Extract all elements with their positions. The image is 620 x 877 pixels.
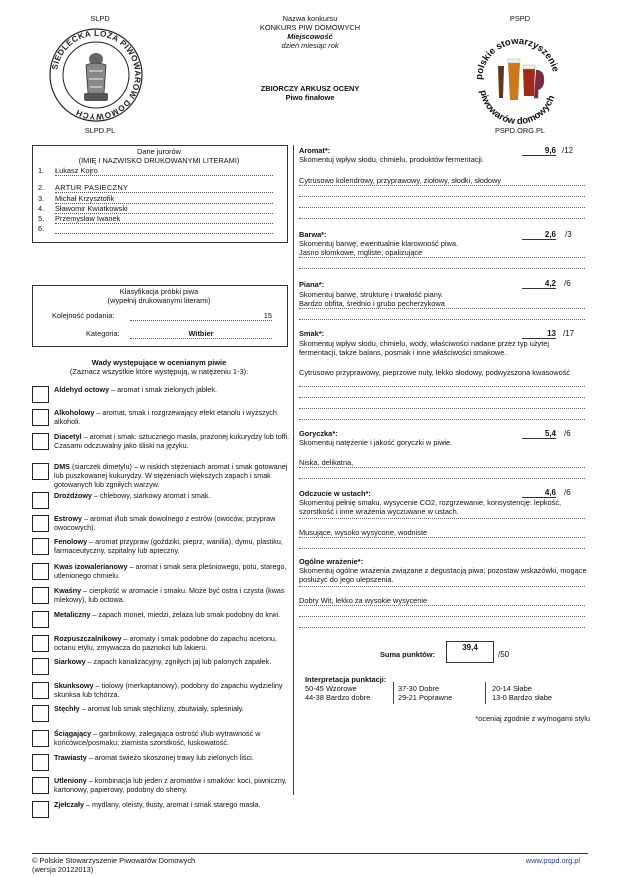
defect-name: Zjełczały (54, 800, 84, 809)
judge-num: 5. (38, 214, 45, 223)
color-line (299, 257, 585, 258)
defect-desc: – aromat i smak: sztucznego masła, prażonej kukurydzy lub toffi. Czasami odczuwalny jako śliski na języku. (54, 432, 290, 450)
overall-title: Ogólne wrażenie*: (299, 557, 364, 566)
defect-checkbox[interactable] (32, 563, 49, 580)
defect-desc: – aromat i smak sera pleśniowego, potu, starego, utlenionego chmielu. (54, 562, 287, 580)
defect-name: Drożdżowy (54, 491, 92, 500)
bitterness-max: /6 (564, 429, 571, 438)
footer-copyright: © Polskie Stowarzyszenie Piwowarów Domowych (32, 856, 196, 865)
foam-comment[interactable]: Bardzo obfita, średnio i grubo pęcherzykowa (299, 299, 445, 308)
defect-desc: – aromat przypraw (goździki, pieprz, wanilia), dymu, plastiku, farmaceutyczny, szpitalny lub apteczny. (54, 537, 283, 555)
classification-subtitle: (wypełnij drukowanymi literami) (107, 296, 211, 305)
foam-title: Piana*: (299, 280, 325, 289)
right-org: PSPD (509, 14, 531, 23)
defect-checkbox[interactable] (32, 658, 49, 675)
judge-name-field[interactable]: Łukasz Kojro (55, 166, 273, 176)
defect-checkbox[interactable] (32, 587, 49, 604)
overall-line (299, 605, 585, 606)
defect-item (54, 634, 294, 652)
defect-desc: – tiolowy (merkaptanowy), podobny do zapachu wydzieliny skunksa lub tchórza. (54, 681, 283, 699)
category-label: Kategoria: (86, 329, 120, 338)
defect-desc: – kombinacja lub jeden z aromatów i smaków: koci, piwniczny, kartonowy, papierowy, podobny do sherry. (54, 776, 287, 794)
color-score[interactable]: 2,6 (522, 230, 556, 240)
defect-name: Rozpuszczalnikowy (54, 634, 122, 643)
bitterness-line (299, 478, 585, 479)
mouthfeel-max: /6 (564, 488, 571, 497)
defect-checkbox[interactable] (32, 801, 49, 818)
defect-desc: (siarczek dimetylu) – w niskich stężeniach aromat i smak gotowanej lub puszkowanej kukurydzy. W stężeniach większych zapach i smak gotowanych lub zgniłych warzyw. (54, 462, 288, 489)
defect-checkbox[interactable] (32, 463, 49, 480)
defect-name: Trawiasty (54, 753, 87, 762)
slpd-logo (48, 27, 144, 123)
defect-name: Metaliczny (54, 610, 91, 619)
aroma-desc: Skomentuj wpływ słodu, chmielu, produktów fermentacji. (299, 155, 484, 164)
classification-title: Klasyfikacja próbki piwa (119, 287, 199, 296)
defect-name: Ściągający (54, 729, 92, 738)
order-field[interactable]: 15 (130, 311, 272, 321)
defect-item (54, 657, 294, 666)
defect-name: Stęchły (54, 704, 80, 713)
defect-item (54, 753, 294, 762)
defect-name: DMS (54, 462, 70, 471)
defect-name: Kwaśny (54, 586, 82, 595)
order-label: Kolejność podania: (52, 311, 115, 320)
defect-checkbox[interactable] (32, 492, 49, 509)
competition-name: KONKURS PIW DOMOWYCH (259, 23, 361, 32)
aroma-line (299, 218, 585, 219)
defect-name: Skunksowy (54, 681, 94, 690)
judge-name-field[interactable]: Przemysław Iwanek (55, 214, 273, 224)
category-field[interactable]: Witbier (130, 329, 272, 339)
defect-checkbox[interactable] (32, 538, 49, 555)
mouthfeel-line (299, 548, 585, 549)
defect-name: Estrowy (54, 514, 82, 523)
interpretation-title: Interpretacja punktacji: (305, 675, 387, 684)
taste-score[interactable]: 13 (522, 329, 556, 339)
mouthfeel-title: Odczucie w ustach*: (299, 489, 371, 498)
defect-checkbox[interactable] (32, 433, 49, 450)
defects-title: Wady występujące w ocenianym piwie (91, 358, 227, 367)
defect-desc: – garbnikowy, zalegająca ostrość i/lub wytrawność w końcówce/posmaku; ziarnista szorstkość, łuskowatość. (54, 729, 261, 747)
defect-desc: – aromat świeżo skoszonej trawy lub zielonych liści. (86, 753, 254, 762)
left-url: SLPD.PL (84, 126, 116, 135)
footer-link[interactable]: www.pspd.org.pl (525, 856, 580, 865)
aroma-line (299, 207, 585, 208)
column-divider (293, 145, 294, 795)
defect-checkbox[interactable] (32, 611, 49, 628)
interp-row: 13-0 Bardzo słabe (492, 693, 552, 702)
bitterness-line (299, 467, 585, 468)
defect-item (54, 537, 294, 555)
place: Miejscowość (287, 32, 333, 41)
sheet-subtitle: Piwo finałowe (285, 93, 335, 102)
mouthfeel-score[interactable]: 4,6 (522, 488, 556, 498)
defect-item (54, 408, 294, 426)
defect-item (54, 776, 294, 794)
total-value[interactable]: 39,4 (446, 641, 494, 663)
judge-num: 6. (38, 224, 45, 233)
left-org: SLPD (90, 14, 110, 23)
defect-name: Siarkowy (54, 657, 86, 666)
defect-item (54, 514, 294, 532)
judge-name-field[interactable]: Michał Krzysztofik (55, 194, 273, 204)
defect-desc: – mydlany, oleisty, tłusty, aromat i smak starego masła. (83, 800, 261, 809)
taste-desc: Skomentuj wpływ słodu, chmielu, wody, właściwości nadane przez typ użytej fermentacji, także balans, posmak i inne właściwości smakowe. (299, 339, 550, 357)
defect-name: Fenolowy (54, 537, 88, 546)
judge-name-field[interactable]: Sławomir Kwiatkowski (55, 204, 273, 214)
mouthfeel-desc: Skomentuj pełnię smaku, wysycenie CO2, rozgrzewanie, konsystencję: lepkość, szorstkość i inne wrażenia wyczuwane w ustach. (299, 498, 562, 516)
aroma-title: Aromat*: (299, 146, 331, 155)
defect-desc: – zapach kanalizacyjny, zgniłych jaj lub palonych zapałek. (85, 657, 272, 666)
taste-line (299, 397, 585, 398)
defect-name: Utleniony (54, 776, 87, 785)
foam-line (299, 308, 585, 309)
aroma-line (299, 196, 585, 197)
judges-title: Dane jurorów (137, 147, 181, 156)
right-url: PSPD.ORG.PL (494, 126, 546, 135)
taste-line (299, 408, 585, 409)
defect-checkbox[interactable] (32, 386, 49, 403)
defect-item (54, 385, 294, 394)
bitterness-title: Goryczka*: (299, 429, 338, 438)
foam-desc: Skomentuj barwę, strukturę i trwałość piany. (299, 290, 444, 299)
interp-row: 37-30 Dobre (398, 684, 440, 693)
defect-item (54, 681, 294, 699)
defect-desc: – cierpkość w aromacie i smaku. Może być ostra i czysta (kwas mlekowy), lub octowa. (54, 586, 285, 604)
color-desc: Skomentuj barwę, ewentualnie klarowność piwa. (299, 239, 458, 248)
pspd-logo-bottom: piwowarów domowych (477, 89, 558, 126)
defect-checkbox[interactable] (32, 682, 49, 699)
defect-desc: – aromat i smak zielonych jabłek. (109, 385, 217, 394)
aroma-score[interactable]: 9,6 (522, 146, 556, 156)
judge-name-field[interactable]: ARTUR PASIECZNY (55, 183, 273, 193)
color-comment[interactable]: Jasno słomkowe, mgliste, opalizujące (299, 248, 423, 257)
defect-checkbox[interactable] (32, 515, 49, 532)
defect-item (54, 704, 294, 713)
bitterness-comment[interactable]: Niska, delikatna, (299, 458, 354, 467)
mouthfeel-line (299, 537, 585, 538)
defect-item (54, 562, 294, 580)
defect-desc: – aromat lub smak stęchlizny, zbutwiały, spleśniały. (79, 704, 244, 713)
overall-desc: Skomentuj ogólne wrażenia związane z degustacją piwa; pozostaw wskazówki, mogące posłużyć do jego ulepszenia. (299, 566, 587, 584)
color-max: /3 (565, 230, 572, 239)
defect-item (54, 586, 294, 604)
overall-line (299, 627, 585, 628)
defect-name: Aldehyd octowy (54, 385, 110, 394)
judge-num: 1. (38, 166, 45, 175)
aroma-comment[interactable]: Cytrusowo kolendrowy, przyprawowy, ziołowy, słodki, słodowy (299, 176, 502, 185)
mouthfeel-comment[interactable]: Musujące, wysoko wysycone, wodniste (299, 528, 428, 537)
defect-checkbox[interactable] (32, 705, 49, 722)
defect-checkbox[interactable] (32, 635, 49, 652)
judges-subtitle: (IMIĘ I NAZWISKO DRUKOWANYMI LITERAMI) (78, 156, 240, 165)
bitterness-score[interactable]: 5,4 (522, 429, 556, 439)
defect-checkbox[interactable] (32, 754, 49, 771)
defect-name: Kwas izowalerianowy (54, 562, 128, 571)
sheet-title: ZBIORCZY ARKUSZ OCENY (260, 84, 360, 93)
total-label: Suma punktów: (380, 650, 436, 659)
footer-rule (32, 853, 588, 854)
competition-label: Nazwa konkursu (282, 14, 338, 23)
defect-item (54, 800, 294, 809)
taste-title: Smak*: (299, 329, 325, 338)
interp-row: 50-45 Wzorowe (305, 684, 357, 693)
slpd-logo-text: SIEDLECKA LOŻA PIWOWARÓW DOMOWYCH (50, 28, 143, 122)
bitterness-desc: Skomentuj natężenie i jakość goryczki w piwie. (299, 438, 453, 447)
aroma-label (299, 146, 330, 155)
pspd-logo-top: polskie stowarzyszenie (473, 35, 561, 81)
taste-line (299, 419, 585, 420)
defect-item (54, 610, 294, 619)
judge-name-field[interactable] (55, 224, 273, 234)
interp-divider (485, 682, 486, 704)
taste-comment[interactable]: Cytrusowo przyprawowy, pieprzowe nuty, lekko słodowy, podwyższona kwasowość (299, 368, 571, 377)
defect-desc: – aromaty i smak podobne do zapachu acetonu, octanu etylu, zmywacza do paznokci lub lakieru. (54, 634, 277, 652)
foam-score[interactable]: 4,2 (522, 279, 556, 289)
defect-checkbox[interactable] (32, 730, 49, 747)
defect-item (54, 491, 294, 500)
pspd-logo (468, 26, 568, 126)
aroma-line (299, 185, 585, 186)
defect-desc: – aromat i/lub smak dowolnego z estrów (owoców, przypraw owocowych). (54, 514, 276, 532)
interp-row: 20-14 Słabe (492, 684, 532, 693)
defect-name: Alkoholowy (54, 408, 95, 417)
taste-max: /17 (563, 329, 575, 338)
judge-num: 2. (38, 183, 45, 192)
defects-subtitle: (Zaznacz wszystkie które występują, w natężeniu 1-3): (69, 367, 249, 376)
total-max: /50 (498, 650, 510, 659)
mouthfeel-line (299, 518, 585, 519)
defect-name: Diacetyl (54, 432, 82, 441)
defect-checkbox[interactable] (32, 777, 49, 794)
defect-checkbox[interactable] (32, 409, 49, 426)
judge-num: 4. (38, 204, 45, 213)
interp-row: 29-21 Poprawne (398, 693, 453, 702)
foam-max: /6 (564, 279, 571, 288)
judge-num: 3. (38, 194, 45, 203)
defect-item (54, 462, 294, 489)
foam-line (299, 319, 585, 320)
date: dzień miesiąc rok (281, 41, 339, 50)
footnote: *oceniaj zgodnie z wymogami stylu (475, 714, 590, 723)
color-line (299, 268, 585, 269)
taste-line (299, 386, 585, 387)
overall-line (299, 586, 585, 587)
defect-desc: – chlebowy, siarkowy aromat i smak. (91, 491, 211, 500)
overall-comment[interactable]: Dobry Wit, lekko za wysokie wysycenie (299, 596, 428, 605)
defect-item (54, 432, 294, 450)
aroma-max: /12 (562, 146, 574, 155)
defect-desc: – zapach monet, miedzi, żelaza lub smak podobny do krwi. (90, 610, 281, 619)
overall-line (299, 616, 585, 617)
interp-row: 44-38 Bardzo dobre (305, 693, 371, 702)
defect-desc: – aromat, smak i rozgrzewający efekt etanolu i wyższych alkoholi. (54, 408, 277, 426)
footer-version: (wersja 20122013) (32, 865, 94, 874)
color-title: Barwa*: (299, 230, 327, 239)
defect-item (54, 729, 294, 747)
interp-divider (393, 682, 394, 704)
